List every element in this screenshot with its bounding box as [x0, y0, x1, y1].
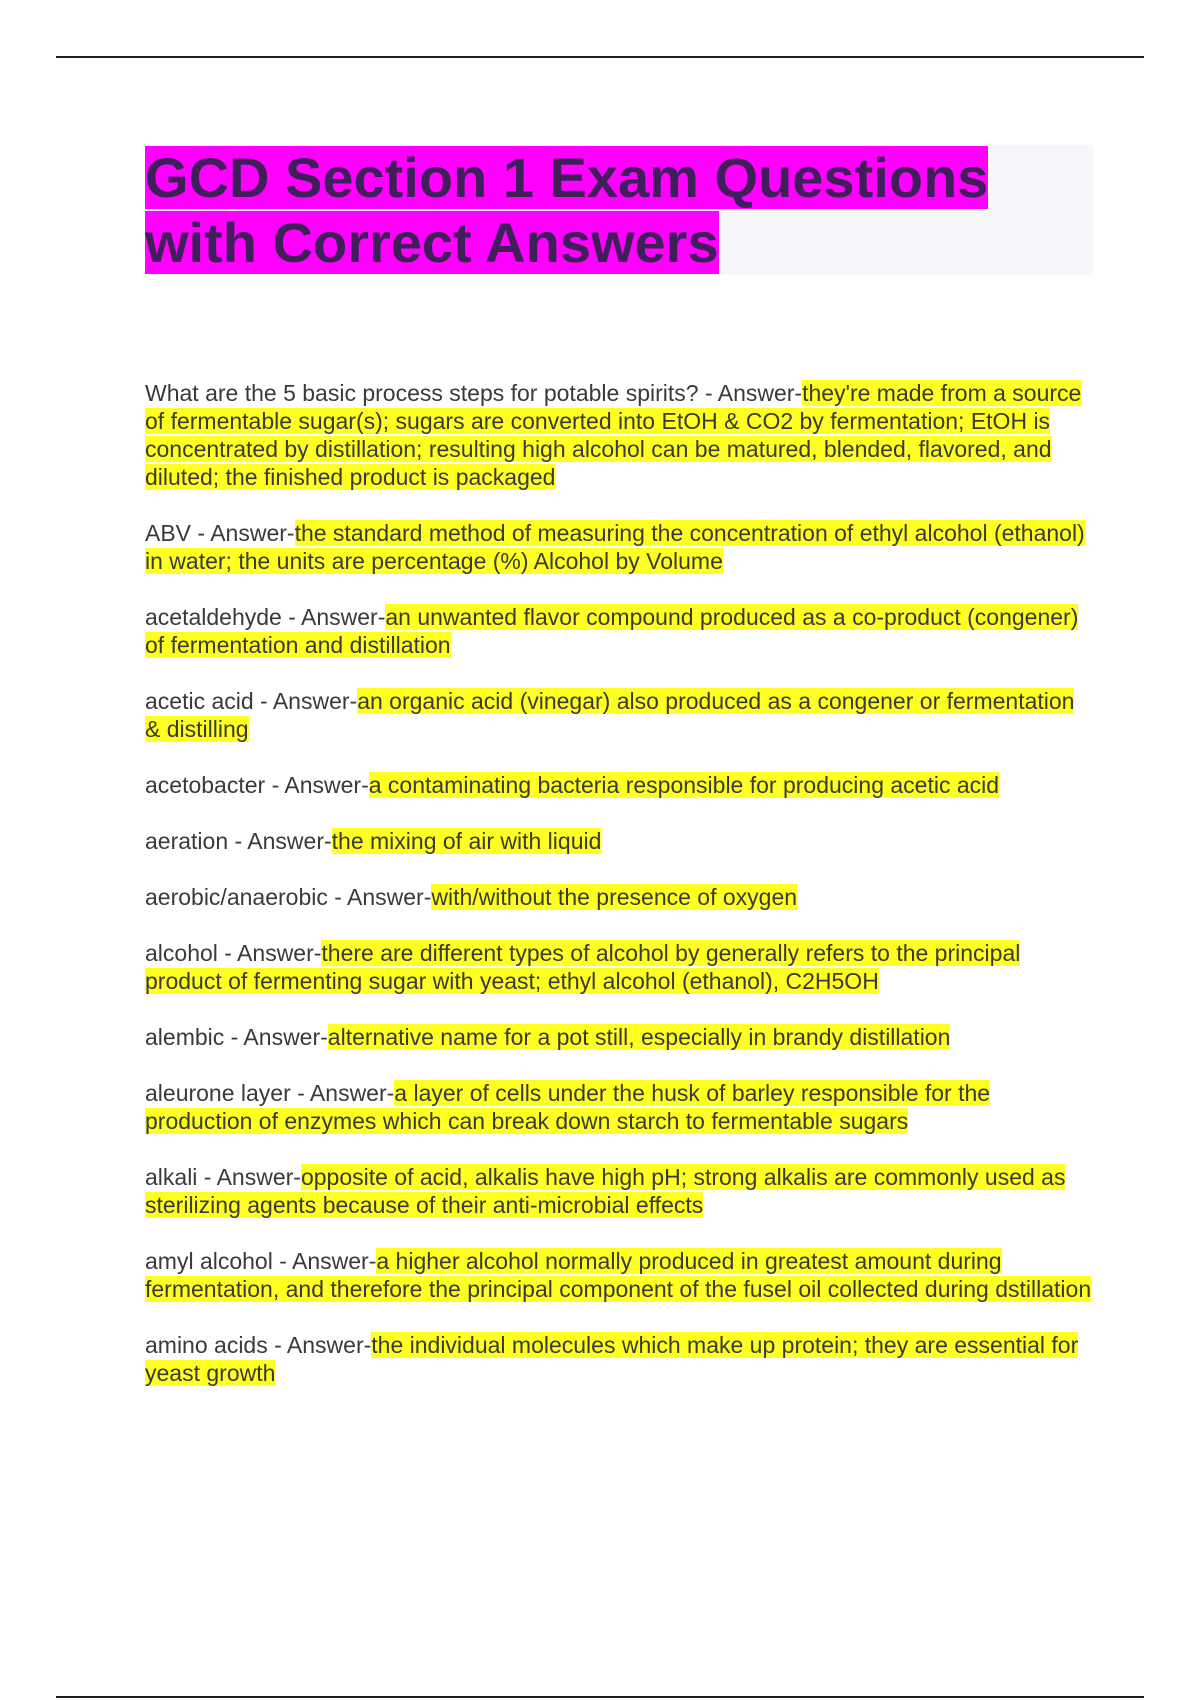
- answer-separator: - Answer-: [265, 772, 369, 798]
- answer-separator: - Answer-: [272, 1248, 377, 1274]
- question-term: amyl alcohol: [145, 1248, 273, 1274]
- qa-entry: [145, 883, 1093, 911]
- document-page: [145, 145, 1093, 1415]
- question-term: amino acids: [145, 1332, 268, 1358]
- highlighted-answer: the standard method of measuring the concentration of ethyl alcohol (ethanol) in water; the units are percentage (%) Alcohol by Volume: [145, 520, 1085, 574]
- question-term: aerobic/anaerobic: [145, 884, 328, 910]
- highlighted-answer: an organic acid (vinegar) also produced as a congener or fermentation & distilling: [145, 688, 1075, 742]
- title-block: [145, 145, 1093, 275]
- question-term: aeration: [145, 828, 229, 854]
- highlighted-answer: the mixing of air with liquid: [331, 828, 602, 854]
- qa-entry: [145, 1163, 1093, 1219]
- qa-entry: [145, 379, 1093, 491]
- question-term: acetaldehyde: [145, 604, 282, 630]
- qa-list: [145, 379, 1093, 1387]
- highlighted-answer: there are different types of alcohol by generally refers to the principal product of fermenting sugar with yeast; ethyl alcohol (ethanol), C2H5OH: [145, 940, 1021, 994]
- answer-separator: - Answer-: [191, 520, 295, 546]
- question-term: acetic acid: [145, 688, 254, 714]
- top-rule: [56, 56, 1144, 58]
- qa-entry: [145, 1023, 1093, 1051]
- qa-entry: [145, 939, 1093, 995]
- qa-entry: [145, 771, 1093, 799]
- answer-separator: - Answer-: [698, 380, 803, 406]
- answer-separator: - Answer-: [290, 1080, 395, 1106]
- answer-separator: - Answer-: [197, 1164, 301, 1190]
- qa-entry: [145, 827, 1093, 855]
- answer-separator: - Answer-: [267, 1332, 372, 1358]
- highlighted-answer: with/without the presence of oxygen: [431, 884, 798, 910]
- question-term: ABV: [145, 520, 192, 546]
- highlighted-answer: a layer of cells under the husk of barley responsible for the production of enzymes which can break down starch to fermentable sugars: [145, 1080, 991, 1134]
- highlighted-answer: the individual molecules which make up protein; they are essential for yeast growth: [145, 1332, 1079, 1386]
- highlighted-answer: alternative name for a pot still, especially in brandy distillation: [327, 1024, 951, 1050]
- highlighted-answer: a contaminating bacteria responsible for producing acetic acid: [368, 772, 1000, 798]
- question-term: aleurone layer: [145, 1080, 291, 1106]
- answer-separator: - Answer-: [253, 688, 358, 714]
- question-term: acetobacter: [145, 772, 266, 798]
- document-title-text: GCD Section 1 Exam Questions with Correct Answers: [145, 146, 989, 274]
- answer-separator: - Answer-: [327, 884, 432, 910]
- qa-entry: [145, 1331, 1093, 1387]
- answer-separator: - Answer-: [281, 604, 386, 630]
- highlighted-answer: a higher alcohol normally produced in greatest amount during fermentation, and therefore the principal component of the fusel oil collected during dstillation: [145, 1248, 1092, 1302]
- answer-separator: - Answer-: [217, 940, 322, 966]
- qa-entry: [145, 519, 1093, 575]
- answer-separator: - Answer-: [224, 1024, 328, 1050]
- bottom-rule: [56, 1696, 1144, 1698]
- highlighted-answer: they're made from a source of fermentable sugar(s); sugars are converted into EtOH & CO2 by fermentation; EtOH is concentrated by distillation; resulting high alcohol can be matured, blended, flavored, and diluted; the finished product is packaged: [145, 380, 1082, 490]
- question-term: alcohol: [145, 940, 218, 966]
- highlighted-answer: an unwanted flavor compound produced as a co-product (congener) of fermentation and distillation: [145, 604, 1079, 658]
- highlighted-answer: opposite of acid, alkalis have high pH; strong alkalis are commonly used as sterilizing agents because of their anti-microbial effects: [145, 1164, 1066, 1218]
- qa-entry: [145, 603, 1093, 659]
- question-term: alembic: [145, 1024, 225, 1050]
- qa-entry: [145, 1247, 1093, 1303]
- question-term: What are the 5 basic process steps for potable spirits?: [145, 380, 699, 406]
- document-title: [145, 145, 1093, 275]
- qa-entry: [145, 1079, 1093, 1135]
- qa-entry: [145, 687, 1093, 743]
- question-term: alkali: [145, 1164, 198, 1190]
- answer-separator: - Answer-: [228, 828, 332, 854]
